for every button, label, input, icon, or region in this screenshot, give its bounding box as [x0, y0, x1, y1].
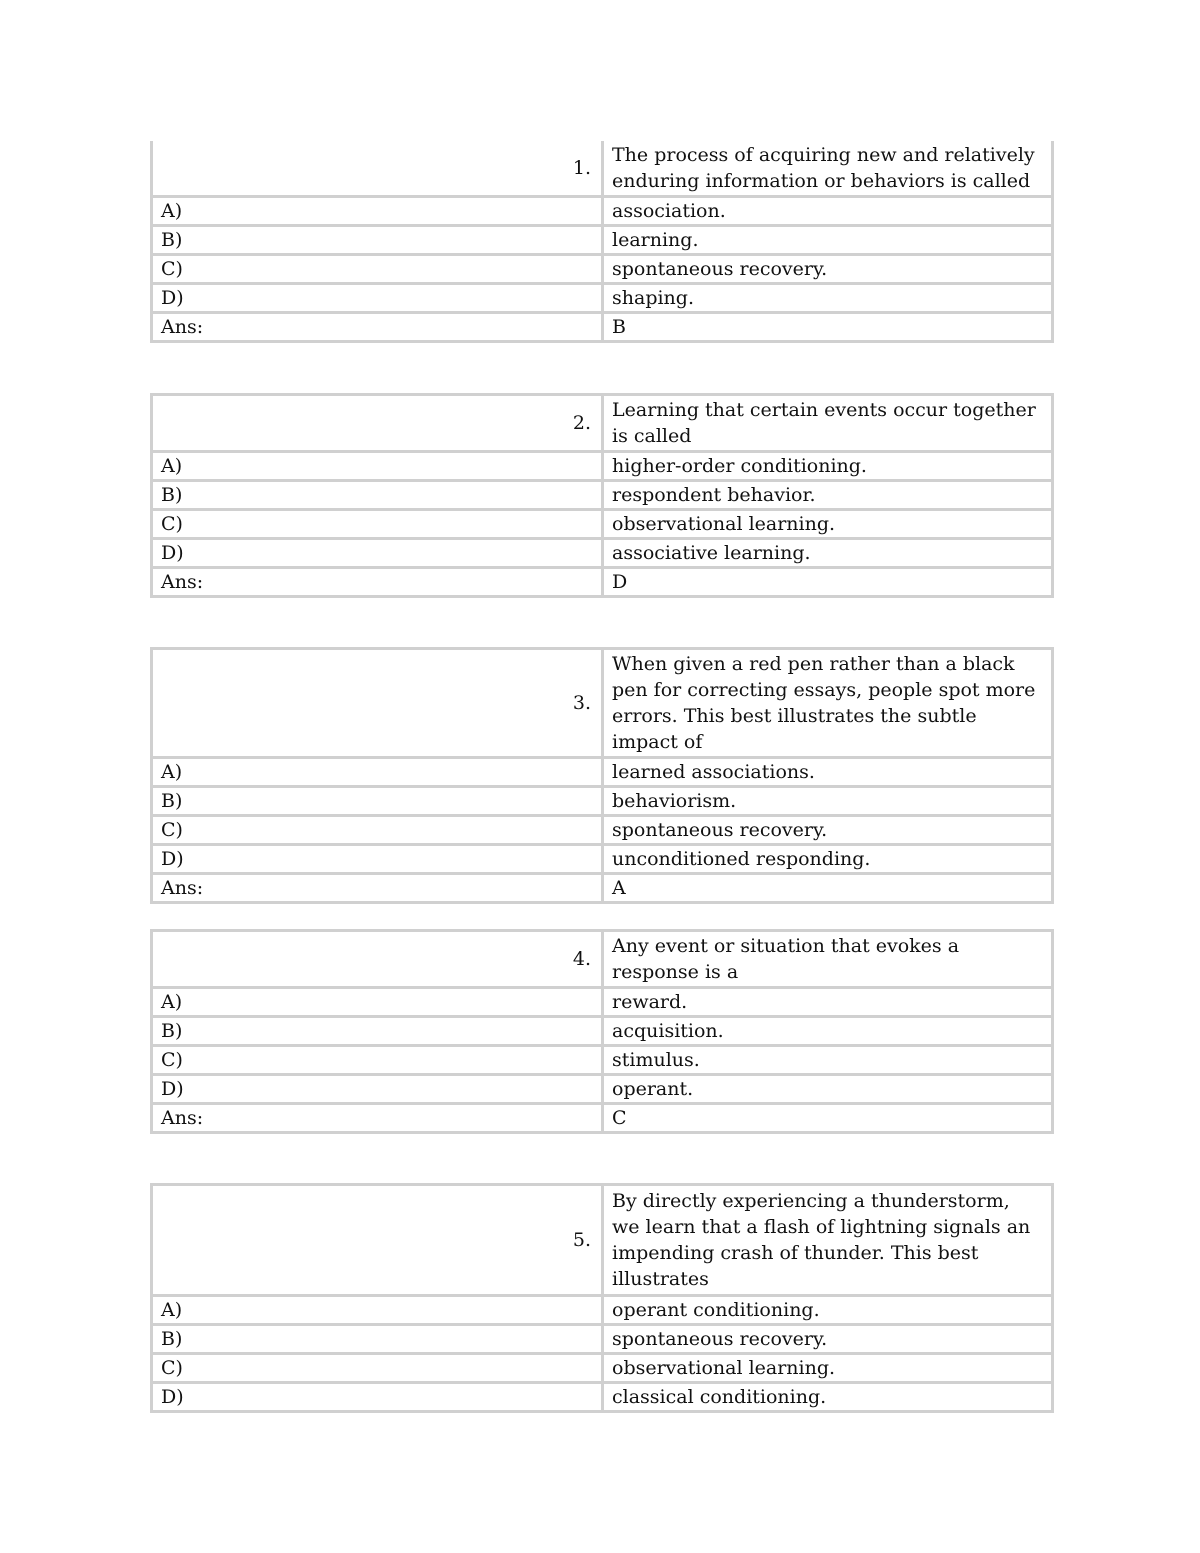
option-label-d: D) — [152, 845, 603, 874]
question-stem: Any event or situation that evokes a response is a — [603, 931, 1053, 988]
option-label-d: D) — [152, 1383, 603, 1412]
option-label-b: B) — [152, 481, 603, 510]
question-5-table — [150, 1183, 1054, 1413]
question-stem: Learning that certain events occur together is called — [603, 395, 1053, 452]
option-label-a: A) — [152, 758, 603, 787]
option-label-b: B) — [152, 1017, 603, 1046]
question-number: 3. — [152, 649, 603, 758]
answer-label: Ans: — [152, 874, 603, 903]
question-number: 4. — [152, 931, 603, 988]
option-label-b: B) — [152, 226, 603, 255]
option-text-d: operant. — [603, 1075, 1053, 1104]
option-text-d: associative learning. — [603, 539, 1053, 568]
option-label-c: C) — [152, 1354, 603, 1383]
question-2-table — [150, 393, 1054, 598]
option-text-c: observational learning. — [603, 1354, 1053, 1383]
answer-value: B — [603, 313, 1053, 342]
option-text-c: spontaneous recovery. — [603, 816, 1053, 845]
answer-value: A — [603, 874, 1053, 903]
question-number: 2. — [152, 395, 603, 452]
answer-value: D — [603, 568, 1053, 597]
option-text-c: spontaneous recovery. — [603, 255, 1053, 284]
option-label-c: C) — [152, 255, 603, 284]
option-text-d: shaping. — [603, 284, 1053, 313]
option-text-b: respondent behavior. — [603, 481, 1053, 510]
option-text-a: association. — [603, 197, 1053, 226]
option-label-c: C) — [152, 510, 603, 539]
question-stem: The process of acquiring new and relatively enduring information or behaviors is called — [603, 141, 1053, 197]
option-text-b: spontaneous recovery. — [603, 1325, 1053, 1354]
option-label-d: D) — [152, 1075, 603, 1104]
answer-label: Ans: — [152, 313, 603, 342]
option-text-a: operant conditioning. — [603, 1296, 1053, 1325]
answer-label: Ans: — [152, 1104, 603, 1133]
option-label-a: A) — [152, 452, 603, 481]
option-text-a: reward. — [603, 988, 1053, 1017]
option-text-d: classical conditioning. — [603, 1383, 1053, 1412]
option-text-d: unconditioned responding. — [603, 845, 1053, 874]
option-label-a: A) — [152, 988, 603, 1017]
question-stem: When given a red pen rather than a black pen for correcting essays, people spot more errors. This best illustrates the subtle impact of — [603, 649, 1053, 758]
question-4-table — [150, 929, 1054, 1134]
option-label-a: A) — [152, 1296, 603, 1325]
question-number: 1. — [152, 141, 603, 197]
option-text-a: learned associations. — [603, 758, 1053, 787]
question-3-table — [150, 647, 1054, 904]
option-label-d: D) — [152, 539, 603, 568]
answer-label: Ans: — [152, 568, 603, 597]
option-text-b: behaviorism. — [603, 787, 1053, 816]
option-label-b: B) — [152, 1325, 603, 1354]
option-text-b: learning. — [603, 226, 1053, 255]
option-text-c: observational learning. — [603, 510, 1053, 539]
option-text-b: acquisition. — [603, 1017, 1053, 1046]
question-1-table — [150, 141, 1054, 343]
question-stem: By directly experiencing a thunderstorm, we learn that a flash of lightning signals an impending crash of thunder. This best illustrates — [603, 1185, 1053, 1296]
option-label-c: C) — [152, 1046, 603, 1075]
question-number: 5. — [152, 1185, 603, 1296]
option-text-a: higher-order conditioning. — [603, 452, 1053, 481]
answer-value: C — [603, 1104, 1053, 1133]
option-label-c: C) — [152, 816, 603, 845]
option-text-c: stimulus. — [603, 1046, 1053, 1075]
option-label-a: A) — [152, 197, 603, 226]
option-label-b: B) — [152, 787, 603, 816]
option-label-d: D) — [152, 284, 603, 313]
